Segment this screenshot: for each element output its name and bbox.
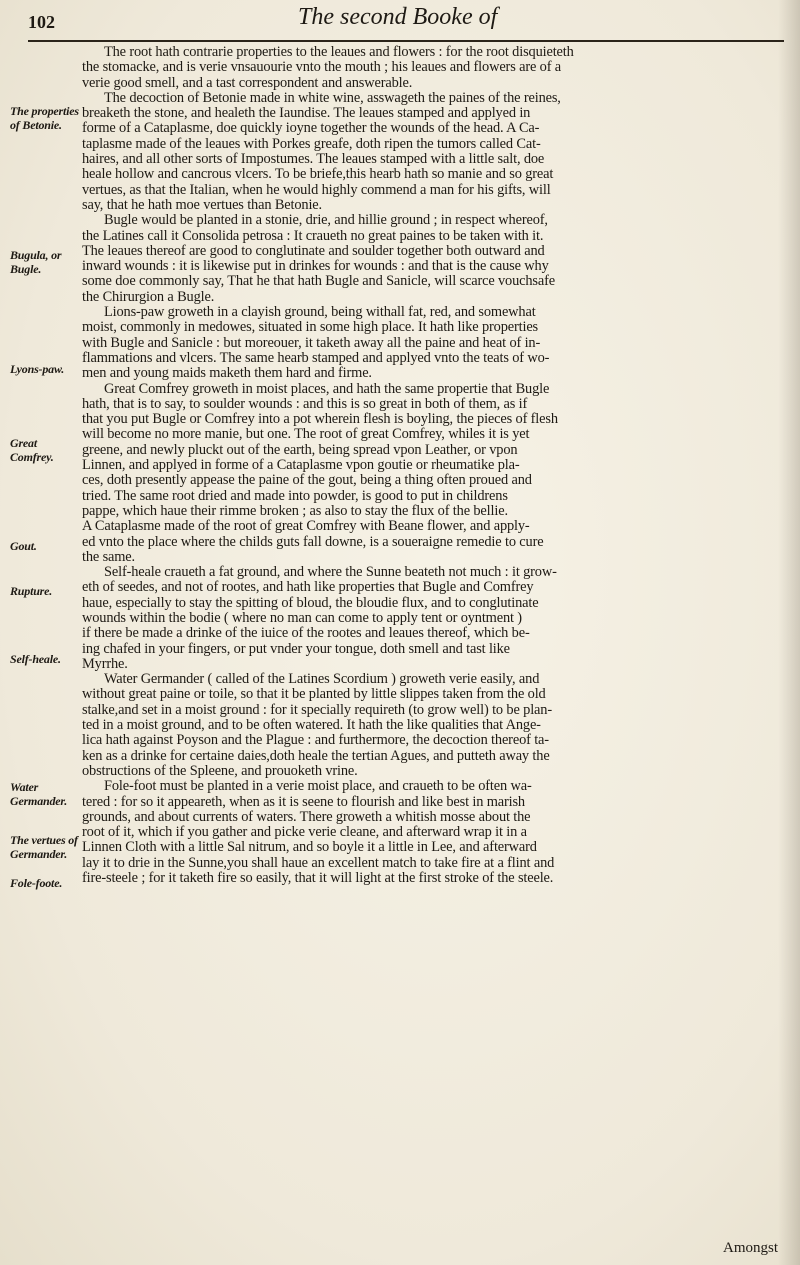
text-line: Fole-foot must be planted in a verie moist place, and craueth to be often wa-	[104, 779, 532, 795]
running-head: The second Booke of	[298, 4, 498, 30]
text-line: the stomacke, and is verie vnsauourie vnto the mouth ; his leaues and flowers are of a	[82, 60, 562, 76]
text-line: flammations and vlcers. The same hearb stamped and applyed vnto the teats of wo-	[82, 350, 550, 366]
page-number: 102	[28, 12, 55, 32]
margin-note: Lyons-paw.	[10, 362, 65, 376]
catchword: Amongst	[722, 1240, 778, 1256]
text-line: The root hath contrarie properties to the leaues and flowers : for the root disquieteth	[104, 45, 574, 60]
text-line: wounds within the bodie ( where no man can come to apply tent or oyntment )	[82, 610, 522, 626]
text-line: men and young maids maketh them hard and firme.	[82, 366, 372, 382]
margin-note: The properties of Betonie.	[10, 104, 79, 132]
text-line: without great paine or toile, so that it be planted by little slippes taken from the old	[82, 687, 546, 703]
text-line: ted in a moist ground, and to be often watered. It hath the like qualities that Ange-	[82, 718, 541, 734]
margin-note: Water Germander.	[10, 780, 68, 808]
text-line: inward wounds : it is likewise put in drinkes for wounds : and that is the cause why	[82, 259, 549, 275]
margin-note: Bugula, or Bugle.	[10, 248, 62, 276]
text-line: some doe commonly say, That he that hath Bugle and Sanicle, will scarce vouchsafe	[82, 274, 555, 290]
text-line: with Bugle and Sanicle : but moreouer, it taketh away all the paine and heat of in-	[82, 335, 541, 351]
body-text	[82, 45, 788, 886]
text-line: ed vnto the place where the childs guts fall downe, is a soueraigne remedie to cure	[82, 534, 544, 550]
text-line: breaketh the stone, and healeth the Iaundise. The leaues stamped and applyed in	[82, 106, 531, 122]
text-line: Myrrhe.	[82, 656, 128, 672]
text-line: tered : for so it appeareth, when as it is seene to flourish and like best in marish	[82, 794, 525, 810]
text-line: haires, and all other sorts of Impostumes. The leaues stamped with a little salt, doe	[82, 152, 545, 168]
text-line: A Cataplasme made of the root of great Comfrey with Beane flower, and apply-	[82, 519, 530, 535]
text-line: vertues, as that the Italian, when he would highly commend a man for his gifts, will	[82, 182, 551, 198]
text-line: lay it to drie in the Sunne,you shall haue an excellent match to take fire at a flint and	[82, 855, 555, 871]
margin-note: Fole-foote.	[10, 876, 63, 890]
text-line: Lions-paw groweth in a clayish ground, being withall fat, red, and somewhat	[104, 305, 536, 321]
text-line: fire-steele ; for it taketh fire so easily, that it will light at the first stroke of the steele.	[82, 871, 554, 887]
text-line: hath, that is to say, to soulder wounds : and this is so great in both of them, as if	[82, 396, 528, 412]
text-line: Linnen Cloth with a little Sal nitrum, and so boyle it a little in Lee, and afterward	[82, 840, 537, 856]
text-line: ken as a drinke for certaine daies,doth heale the tertian Agues, and putteth away the	[82, 748, 550, 764]
text-line: forme of a Cataplasme, doe quickly ioyne together the wounds of the head. A Ca-	[82, 121, 540, 137]
text-line: The decoction of Betonie made in white wine, asswageth the paines of the reines,	[104, 90, 561, 106]
text-line: ces, doth presently appease the paine of the gout, being a thing often proued and	[82, 473, 532, 489]
margin-note: Gout.	[10, 539, 37, 553]
text-line: Linnen, and applyed in forme of a Cataplasme vpon goutie or rheumatike pla-	[82, 458, 520, 474]
text-line: stalke,and set in a moist ground : for it specially requireth (to grow well) to be plan-	[82, 702, 552, 718]
text-line: will become no more manie, but one. The root of great Comfrey, whiles it is yet	[82, 427, 530, 443]
text-line: heale hollow and cancrous vlcers. To be briefe,this hearb hath so manie and so great	[82, 167, 554, 183]
text-line: lica hath against Poyson and the Plague : and furthermore, the decoction thereof ta-	[82, 733, 549, 749]
page-header	[28, 4, 768, 36]
text-line: the same.	[82, 549, 135, 565]
text-line: taplasme made of the leaues with Porkes greafe, doth ripen the tumors called Cat-	[82, 136, 541, 152]
margin-note: The vertues of Germander.	[10, 833, 78, 861]
margin-note: Rupture.	[10, 584, 53, 598]
text-line: Water Germander ( called of the Latines Scordium ) groweth verie easily, and	[104, 672, 540, 688]
text-line: say, that he hath moe vertues than Betonie.	[82, 197, 322, 213]
margin-note: Great Comfrey.	[10, 436, 54, 464]
text-line: Bugle would be planted in a stonie, drie, and hillie ground ; in respect whereof,	[104, 213, 548, 229]
text-line: the Chirurgion a Bugle.	[82, 289, 215, 305]
header-rule	[28, 40, 784, 42]
text-line: the Latines call it Consolida petrosa : It craueth no great paines to be taken with it.	[82, 228, 544, 244]
text-line: if there be made a drinke of the iuice of the rootes and leaues thereof, which be-	[82, 626, 530, 642]
text-line: The leaues thereof are good to conglutinate and soulder together both outward and	[82, 243, 545, 259]
text-line: tried. The same root dried and made into powder, is good to put in childrens	[82, 488, 508, 504]
text-line: Great Comfrey groweth in moist places, and hath the same propertie that Bugle	[104, 381, 550, 397]
margin-note: Self-heale.	[10, 652, 61, 666]
text-line: ing chafed in your fingers, or put vnder your tongue, doth smell and tast like	[82, 641, 510, 657]
text-line: Self-heale craueth a fat ground, and where the Sunne beateth not much : it grow-	[104, 565, 557, 581]
text-line: pappe, which haue their rimme broken ; as also to stay the flux of the bellie.	[82, 503, 508, 519]
text-line: grounds, and about currents of waters. There groweth a whitish mosse about the	[82, 809, 531, 825]
text-line: verie good smell, and a tast correspondent and answerable.	[82, 75, 413, 91]
text-line: greene, and newly pluckt out of the earth, being spread vpon Leather, or vpon	[82, 442, 518, 458]
text-line: obstructions of the Spleene, and prouoketh vrine.	[82, 763, 358, 779]
text-line: haue, especially to stay the spitting of bloud, the bloudie flux, and to conglutinate	[82, 595, 539, 611]
text-line: root of it, which if you gather and picke verie cleane, and afterward wrap it in a	[82, 825, 527, 841]
text-line: moist, commonly in medowes, situated in some high place. It hath like properties	[82, 320, 539, 336]
text-line: eth of seedes, and not of rootes, and hath like properties that Bugle and Comfrey	[82, 580, 534, 596]
text-line: that you put Bugle or Comfrey into a pot wherein flesh is boyling, the pieces of flesh	[82, 412, 558, 428]
